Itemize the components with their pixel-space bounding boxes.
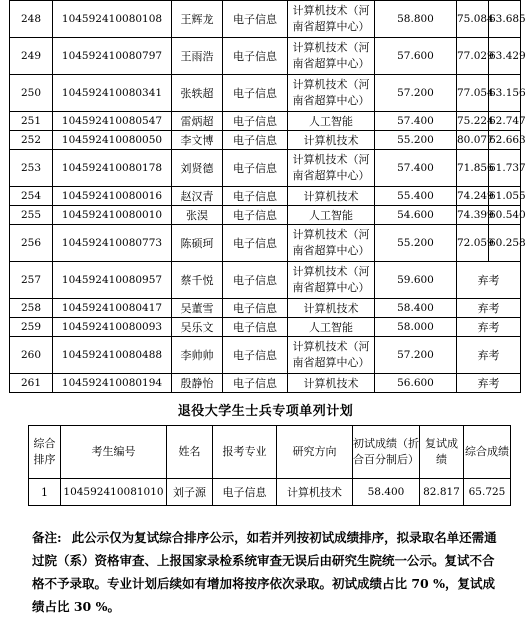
cell-retest-score: 74.249	[457, 187, 489, 206]
cell-id: 104592410080488	[53, 337, 172, 374]
cell-initial-score: 57.200	[375, 75, 457, 112]
special-row	[29, 479, 511, 506]
cell-id: 104592410080050	[53, 131, 172, 150]
cell-rank: 256	[10, 225, 53, 262]
table-row	[10, 374, 521, 393]
header-initial-score: 初试成绩（折合百分制后）	[353, 426, 420, 479]
cell-retest-score: 82.817	[420, 479, 464, 506]
cell-major: 电子信息	[223, 75, 288, 112]
table-row	[10, 38, 521, 75]
cell-direction: 计算机技术（河南省超算中心）	[288, 1, 375, 38]
header-name: 姓名	[167, 426, 213, 479]
cell-direction: 计算机技术（河南省超算中心）	[288, 75, 375, 112]
cell-id: 104592410080797	[53, 38, 172, 75]
cell-direction: 计算机技术	[288, 187, 375, 206]
cell-direction: 计算机技术	[288, 374, 375, 393]
cell-name: 张淏	[172, 206, 223, 225]
cell-initial-score: 58.800	[375, 1, 457, 38]
cell-rank: 249	[10, 38, 53, 75]
cell-direction: 人工智能	[288, 112, 375, 131]
cell-name: 雷炳超	[172, 112, 223, 131]
header-total-score: 综合成绩	[464, 426, 511, 479]
cell-total-score: 62.747	[489, 112, 521, 131]
cell-major: 电子信息	[223, 262, 288, 299]
cell-rank: 260	[10, 337, 53, 374]
ranking-table	[9, 0, 526, 393]
table-row	[10, 75, 521, 112]
cell-initial-score: 59.600	[375, 262, 457, 299]
cell-rank: 248	[10, 1, 53, 38]
cell-retest-score: 72.059	[457, 225, 489, 262]
cell-retest-score: 71.856	[457, 150, 489, 187]
remarks-text: 此公示仅为复试综合排序公示，如若并列按初试成绩排序，拟录取名单还需通过院（系）资格审查、上报国家录检系统审查无误后由研究生院统一公示。复试不合格不予录取。专业计划后续如有增加将按序依次录取。初试成绩占比 70 %，复试成绩占比 30 %。	[32, 530, 497, 614]
cell-name: 吴董雪	[172, 299, 223, 318]
cell-total-score: 63.429	[489, 38, 521, 75]
cell-rank: 253	[10, 150, 53, 187]
cell-id: 104592410080547	[53, 112, 172, 131]
cell-total-score: 60.540	[489, 206, 521, 225]
cell-id: 104592410080341	[53, 75, 172, 112]
cell-direction: 计算机技术	[288, 131, 375, 150]
cell-initial-score: 55.200	[375, 131, 457, 150]
cell-id: 104592410080010	[53, 206, 172, 225]
cell-major: 电子信息	[223, 318, 288, 337]
cell-major: 电子信息	[223, 206, 288, 225]
ranking-table-body	[10, 1, 526, 393]
cell-major: 电子信息	[223, 299, 288, 318]
cell-initial-score: 57.200	[375, 337, 457, 374]
cell-id: 10459241008010​8	[53, 1, 172, 38]
cell-name: 陈硕珂	[172, 225, 223, 262]
cell-rank: 250	[10, 75, 53, 112]
cell-name: 刘子源	[167, 479, 213, 506]
cell-id: 104592410080194	[53, 374, 172, 393]
cell-major: 电子信息	[223, 225, 288, 262]
cell-initial-score: 57.400	[375, 112, 457, 131]
remarks-label: 备注:	[32, 530, 62, 545]
table-row	[10, 262, 521, 299]
header-id: 考生编号	[61, 426, 167, 479]
table-row	[10, 131, 521, 150]
cell-retest-score: 80.077	[457, 131, 489, 150]
cell-id: 104592410080417	[53, 299, 172, 318]
cell-absent: 弃考	[457, 318, 521, 337]
cell-major: 电子信息	[223, 337, 288, 374]
cell-major: 电子信息	[223, 38, 288, 75]
cell-direction: 人工智能	[288, 318, 375, 337]
cell-direction: 计算机技术	[288, 299, 375, 318]
table-row	[10, 150, 521, 187]
cell-total-score: 61.737	[489, 150, 521, 187]
cell-total-score: 62.663	[489, 131, 521, 150]
cell-direction: 计算机技术（河南省超算中心）	[288, 337, 375, 374]
cell-major: 电子信息	[223, 1, 288, 38]
table-row	[10, 318, 521, 337]
table-row	[10, 225, 521, 262]
cell-id: 104592410080773	[53, 225, 172, 262]
cell-total-score: 61.055	[489, 187, 521, 206]
cell-absent: 弃考	[457, 374, 521, 393]
remarks	[32, 526, 502, 618]
cell-absent: 弃考	[457, 337, 521, 374]
cell-initial-score: 57.600	[375, 38, 457, 75]
cell-id: 104592410080016	[53, 187, 172, 206]
cell-id: 104592410080957	[53, 262, 172, 299]
table-row	[10, 337, 521, 374]
cell-rank: 259	[10, 318, 53, 337]
cell-total-score: 63.685	[489, 1, 521, 38]
cell-direction: 计算机技术（河南省超算中心）	[288, 262, 375, 299]
header-major: 报考专业	[213, 426, 277, 479]
cell-id: 104592410080093	[53, 318, 172, 337]
cell-name: 赵汉青	[172, 187, 223, 206]
special-header-row	[29, 426, 511, 479]
cell-name: 刘贤德	[172, 150, 223, 187]
cell-rank: 258	[10, 299, 53, 318]
cell-major: 电子信息	[213, 479, 277, 506]
cell-direction: 计算机技术（河南省超算中心）	[288, 38, 375, 75]
cell-initial-score: 56.600	[375, 374, 457, 393]
cell-name: 李文博	[172, 131, 223, 150]
cell-direction: 计算机技术（河南省超算中心）	[288, 150, 375, 187]
cell-retest-score: 77.054	[457, 75, 489, 112]
cell-retest-score: 77.029	[457, 38, 489, 75]
cell-name: 吴乐文	[172, 318, 223, 337]
cell-initial-score: 55.400	[375, 187, 457, 206]
cell-initial-score: 54.600	[375, 206, 457, 225]
cell-total-score: 63.156	[489, 75, 521, 112]
special-plan-table	[28, 425, 511, 506]
cell-name: 王辉龙	[172, 1, 223, 38]
cell-initial-score: 57.400	[375, 150, 457, 187]
cell-absent: 弃考	[457, 299, 521, 318]
cell-initial-score: 55.200	[375, 225, 457, 262]
cell-rank: 254	[10, 187, 53, 206]
cell-total-score: 60.258	[489, 225, 521, 262]
table-row	[10, 1, 521, 38]
table-row	[10, 187, 521, 206]
cell-direction: 计算机技术（河南省超算中心）	[288, 225, 375, 262]
cell-major: 电子信息	[223, 187, 288, 206]
cell-name: 殷静怡	[172, 374, 223, 393]
cell-name: 蔡千悦	[172, 262, 223, 299]
header-retest-score: 复试成绩	[420, 426, 464, 479]
cell-initial-score: 58.400	[375, 299, 457, 318]
cell-retest-score: 75.084	[457, 1, 489, 38]
cell-id: 104592410081010	[61, 479, 167, 506]
cell-direction: 计算机技术	[277, 479, 353, 506]
cell-retest-score: 75.224	[457, 112, 489, 131]
header-direction: 研究方向	[277, 426, 353, 479]
cell-rank: 251	[10, 112, 53, 131]
cell-major: 电子信息	[223, 131, 288, 150]
table-row	[10, 112, 521, 131]
cell-id: 104592410080178	[53, 150, 172, 187]
cell-rank: 1	[29, 479, 61, 506]
cell-rank: 255	[10, 206, 53, 225]
cell-direction: 人工智能	[288, 206, 375, 225]
cell-major: 电子信息	[223, 112, 288, 131]
cell-absent: 弃考	[457, 262, 521, 299]
cell-major: 电子信息	[223, 150, 288, 187]
cell-initial-score: 58.400	[353, 479, 420, 506]
cell-rank: 252	[10, 131, 53, 150]
table-row	[10, 206, 521, 225]
cell-rank: 261	[10, 374, 53, 393]
cell-rank: 257	[10, 262, 53, 299]
table-row	[10, 299, 521, 318]
cell-name: 李帅帅	[172, 337, 223, 374]
cell-retest-score: 74.399	[457, 206, 489, 225]
special-plan-title: 退役大学生士兵专项单列计划	[177, 404, 354, 419]
header-rank: 综合排序	[29, 426, 61, 479]
cell-initial-score: 58.000	[375, 318, 457, 337]
cell-name: 张轶超	[172, 75, 223, 112]
cell-total-score: 65.725	[464, 479, 511, 506]
cell-major: 电子信息	[223, 374, 288, 393]
cell-name: 王雨浩	[172, 38, 223, 75]
